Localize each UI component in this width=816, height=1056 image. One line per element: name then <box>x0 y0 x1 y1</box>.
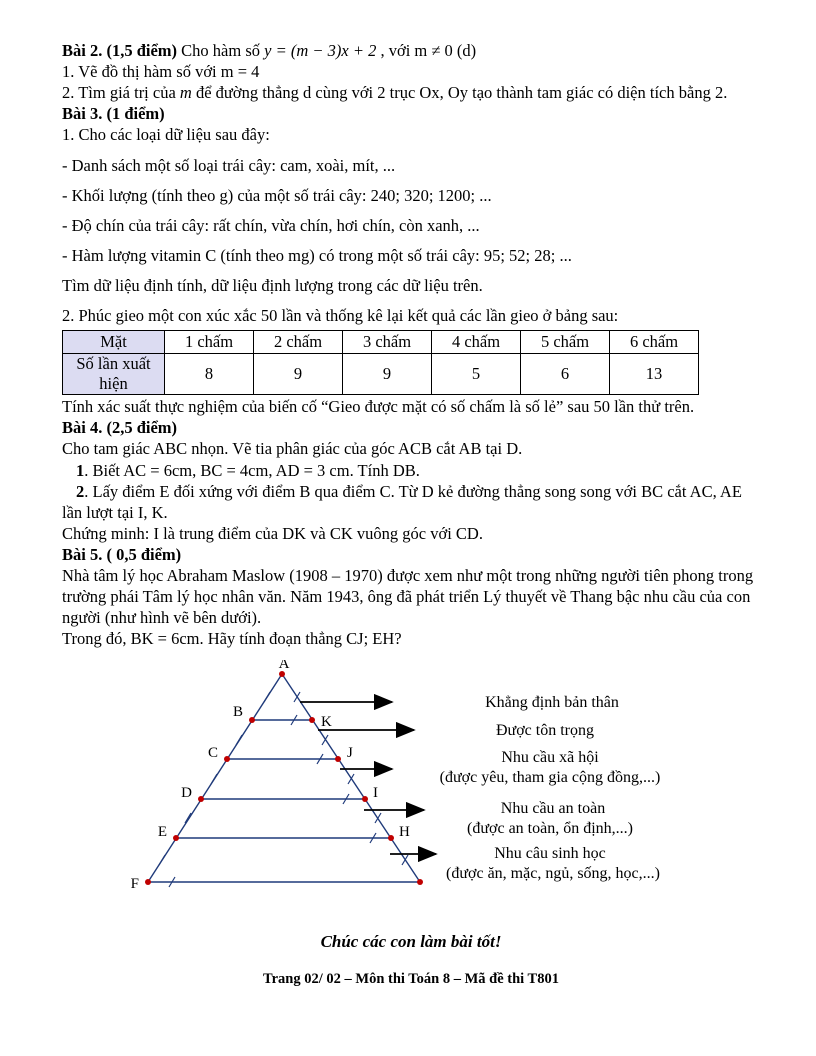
vertex-label-c: C <box>207 744 218 761</box>
closing-wish: Chúc các con làm bài tốt! <box>320 931 502 951</box>
bai3-find-line: Tìm dữ liệu định tính, dữ liệu định lượng trong các dữ liệu trên. <box>62 275 483 295</box>
bai4-title: Bài 4. (2,5 điểm) <box>62 418 178 438</box>
bai3-conclusion: Tính xác suất thực nghiệm của biến cố “Gieo được mặt có số chấm là số lẻ” sau 50 lần thử trên. <box>62 397 695 417</box>
bai5-question: Trong đó, BK = 6cm. Hãy tính đoạn thẳng CJ; EH? <box>62 629 402 649</box>
bai4-item2-text: . Lấy điểm E đối xứng với điểm B qua điểm C. Từ D kẻ đường thẳng song song với BC cắt AC, AE lần lượt tại I, K. <box>62 481 742 522</box>
bai5-title: Bài 5. ( 0,5 điểm) <box>62 544 182 564</box>
table-header-cell: 3 chấm <box>343 331 432 354</box>
bai2-intro-post: , với m ≠ 0 (d) <box>376 41 477 60</box>
bai2-item2-pre: 2. Tìm giá trị của <box>62 83 180 103</box>
table-value-cell: 9 <box>254 354 343 395</box>
bai2-item2 <box>62 82 760 103</box>
table-value-cell: 13 <box>610 354 699 395</box>
bai2-item1: 1. Vẽ đồ thị hàm số với m = 4 <box>62 62 260 82</box>
vertex-label-d: D <box>181 784 192 801</box>
bai3-item2: 2. Phúc gieo một con xúc xắc 50 lần và thống kê lại kết quả các lần gieo ở bảng sau: <box>62 306 619 326</box>
data-list-item: - Danh sách một số loại trái cây: cam, xoài, mít, ... <box>62 155 396 175</box>
bai4-intro: Cho tam giác ABC nhọn. Vẽ tia phân giác của góc ACB cắt AB tại D. <box>62 439 523 459</box>
table-value-cell: 8 <box>165 354 254 395</box>
vertex-label-j: J <box>347 744 353 761</box>
bai4-item1-num: 1 <box>76 460 85 480</box>
vertex-dots <box>145 671 423 885</box>
dice-frequency-table <box>62 330 699 395</box>
bai2-item2-var: m <box>179 83 192 103</box>
table-row-label: Số lần xuất hiện <box>63 354 165 395</box>
tick-marks <box>159 692 408 887</box>
level-label: Được tôn trọng <box>495 721 595 739</box>
bai2-formula: y = (m − 3)x + 2 <box>264 41 377 60</box>
bai5-para: Nhà tâm lý học Abraham Maslow (1908 – 1970) được xem như một trong những người tiên phong trong trường phái Tâm lý học nhân văn. Năm 1943, ông đã phát triển Lý thuyết về Thang bậc nhu cầu của con người (như hình vẽ bên dưới). <box>62 566 754 628</box>
table-header-row <box>63 331 699 354</box>
data-list-item: - Độ chín của trái cây: rất chín, vừa chín, hơi chín, còn xanh, ... <box>62 215 480 235</box>
vertex-label-f: F <box>130 875 139 892</box>
level-label: Khẳng định bản thân <box>485 693 619 711</box>
bai2-heading <box>62 40 760 61</box>
bai4-conclusion: Chứng minh: I là trung điểm của DK và CK vuông góc với CD. <box>62 523 483 543</box>
table-header-cell: 6 chấm <box>610 331 699 354</box>
table-value-cell: 5 <box>432 354 521 395</box>
level-label: Nhu cầu xã hội <box>501 748 599 766</box>
level-label: Nhu cầu an toàn <box>500 799 606 817</box>
vertex-label-h: H <box>399 823 410 840</box>
bai2-item2-post: để đường thẳng d cùng với 2 trục Ox, Oy tạo thành tam giác có diện tích bằng 2. <box>191 83 728 103</box>
table-frequency-row <box>63 354 699 395</box>
bai4-item1-text: . Biết AC = 6cm, BC = 4cm, AD = 3 cm. Tính DB. <box>84 460 420 480</box>
maslow-pyramid-svg <box>62 660 754 908</box>
vertex-label-e: E <box>157 823 167 840</box>
bai2-intro-pre: Cho hàm số <box>177 41 265 60</box>
bai4-item2 <box>62 481 760 523</box>
level-sublabel: (được yêu, tham gia cộng đồng,...) <box>439 768 661 786</box>
bai4-item2-num: 2 <box>76 481 85 501</box>
table-header-cell: 2 chấm <box>254 331 343 354</box>
table-header-cell: 4 chấm <box>432 331 521 354</box>
vertex-labels <box>131 660 410 892</box>
pyramid-lines <box>148 674 420 882</box>
vertex-label-i: I <box>373 784 378 801</box>
page-footer: Trang 02/ 02 – Môn thi Toán 8 – Mã đề thi T801 <box>263 971 559 988</box>
bai4-item1 <box>62 460 760 481</box>
table-header-mat: Mặt <box>63 331 165 354</box>
level-sublabel: (được ăn, mặc, ngủ, sống, học,...) <box>446 864 660 882</box>
data-list-item: - Hàm lượng vitamin C (tính theo mg) có trong một số trái cây: 95; 52; 28; ... <box>62 245 572 265</box>
vertex-label-k: K <box>321 713 332 730</box>
table-header-cell: 1 chấm <box>165 331 254 354</box>
table-header-cell: 5 chấm <box>521 331 610 354</box>
bai3-title: Bài 3. (1 điểm) <box>62 104 165 124</box>
data-list-item: - Khối lượng (tính theo g) của một số trái cây: 240; 320; 1200; ... <box>62 185 492 205</box>
vertex-label-b: B <box>232 703 243 720</box>
level-labels <box>440 694 661 882</box>
table-value-cell: 6 <box>521 354 610 395</box>
level-sublabel: (được an toàn, ổn định,...) <box>467 819 633 837</box>
maslow-diagram <box>62 660 760 913</box>
table-value-cell: 9 <box>343 354 432 395</box>
vertex-label-a: A <box>278 659 290 672</box>
bai2-title: Bài 2. (1,5 điểm) <box>62 41 178 60</box>
level-label: Nhu câu sinh học <box>494 844 606 862</box>
bai3-item1: 1. Cho các loại dữ liệu sau đây: <box>62 125 270 145</box>
